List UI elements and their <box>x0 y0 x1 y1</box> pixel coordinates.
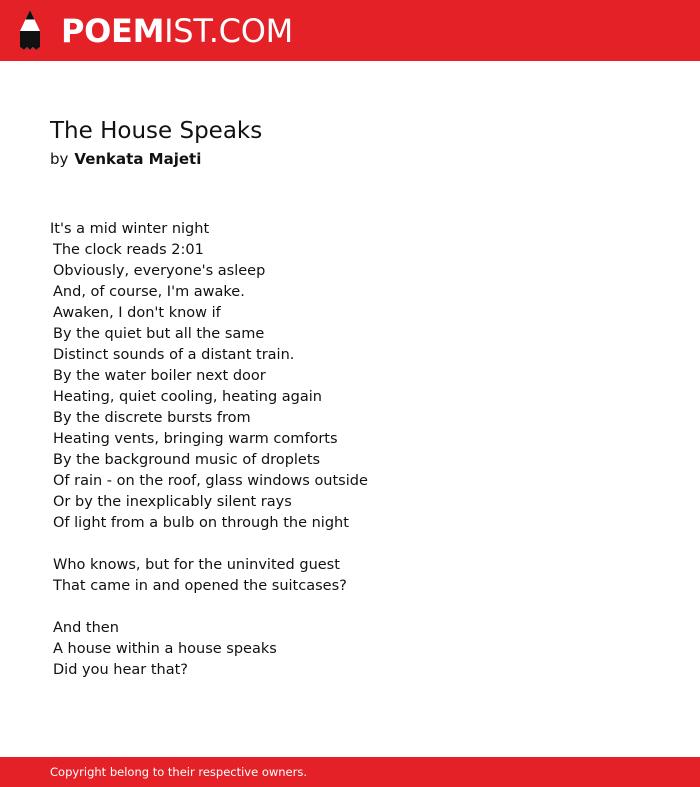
brand-light: IST.COM <box>164 12 293 50</box>
author-name: Venkata Majeti <box>74 150 202 168</box>
by-label: by <box>50 150 69 168</box>
poem-line: By the quiet but all the same <box>53 326 265 342</box>
poem-line: A house within a house speaks <box>53 641 277 657</box>
poem-line: That came in and opened the suitcases? <box>53 578 347 594</box>
poem-line: Or by the inexplicably silent rays <box>53 494 292 510</box>
poem-body <box>50 219 650 681</box>
poem-line: By the water boiler next door <box>53 368 266 384</box>
poem-line: Heating, quiet cooling, heating again <box>53 389 322 405</box>
poem-line: Distinct sounds of a distant train. <box>53 347 295 363</box>
poem-line: And, of course, I'm awake. <box>53 284 245 300</box>
poem-line: Of light from a bulb on through the night <box>53 515 349 531</box>
copyright-notice: Copyright belong to their respective owners. <box>50 765 308 779</box>
byline <box>50 149 201 169</box>
poem-line: Awaken, I don't know if <box>53 305 221 321</box>
poem-line-blank <box>50 534 650 555</box>
pencil-icon[interactable] <box>17 9 43 52</box>
poem-line: Obviously, everyone's asleep <box>53 263 266 279</box>
poem-line: By the background music of droplets <box>53 452 321 468</box>
poem-line: It's a mid winter night <box>50 221 210 237</box>
poem-line: And then <box>53 620 119 636</box>
poem-line: Heating vents, bringing warm comforts <box>53 431 338 447</box>
poem-line-blank <box>50 597 650 618</box>
poem-line: The clock reads 2:01 <box>53 242 204 258</box>
poem-line: Who knows, but for the uninvited guest <box>53 557 340 573</box>
brand-bold: POEM <box>61 12 165 50</box>
poem-line: Of rain - on the roof, glass windows outside <box>53 473 368 489</box>
site-logo[interactable] <box>61 12 293 50</box>
site-footer <box>0 757 700 787</box>
poem-title: The House Speaks <box>50 118 263 144</box>
poem-line: Did you hear that? <box>53 662 188 678</box>
site-header <box>0 0 700 61</box>
poem-line: By the discrete bursts from <box>53 410 251 426</box>
